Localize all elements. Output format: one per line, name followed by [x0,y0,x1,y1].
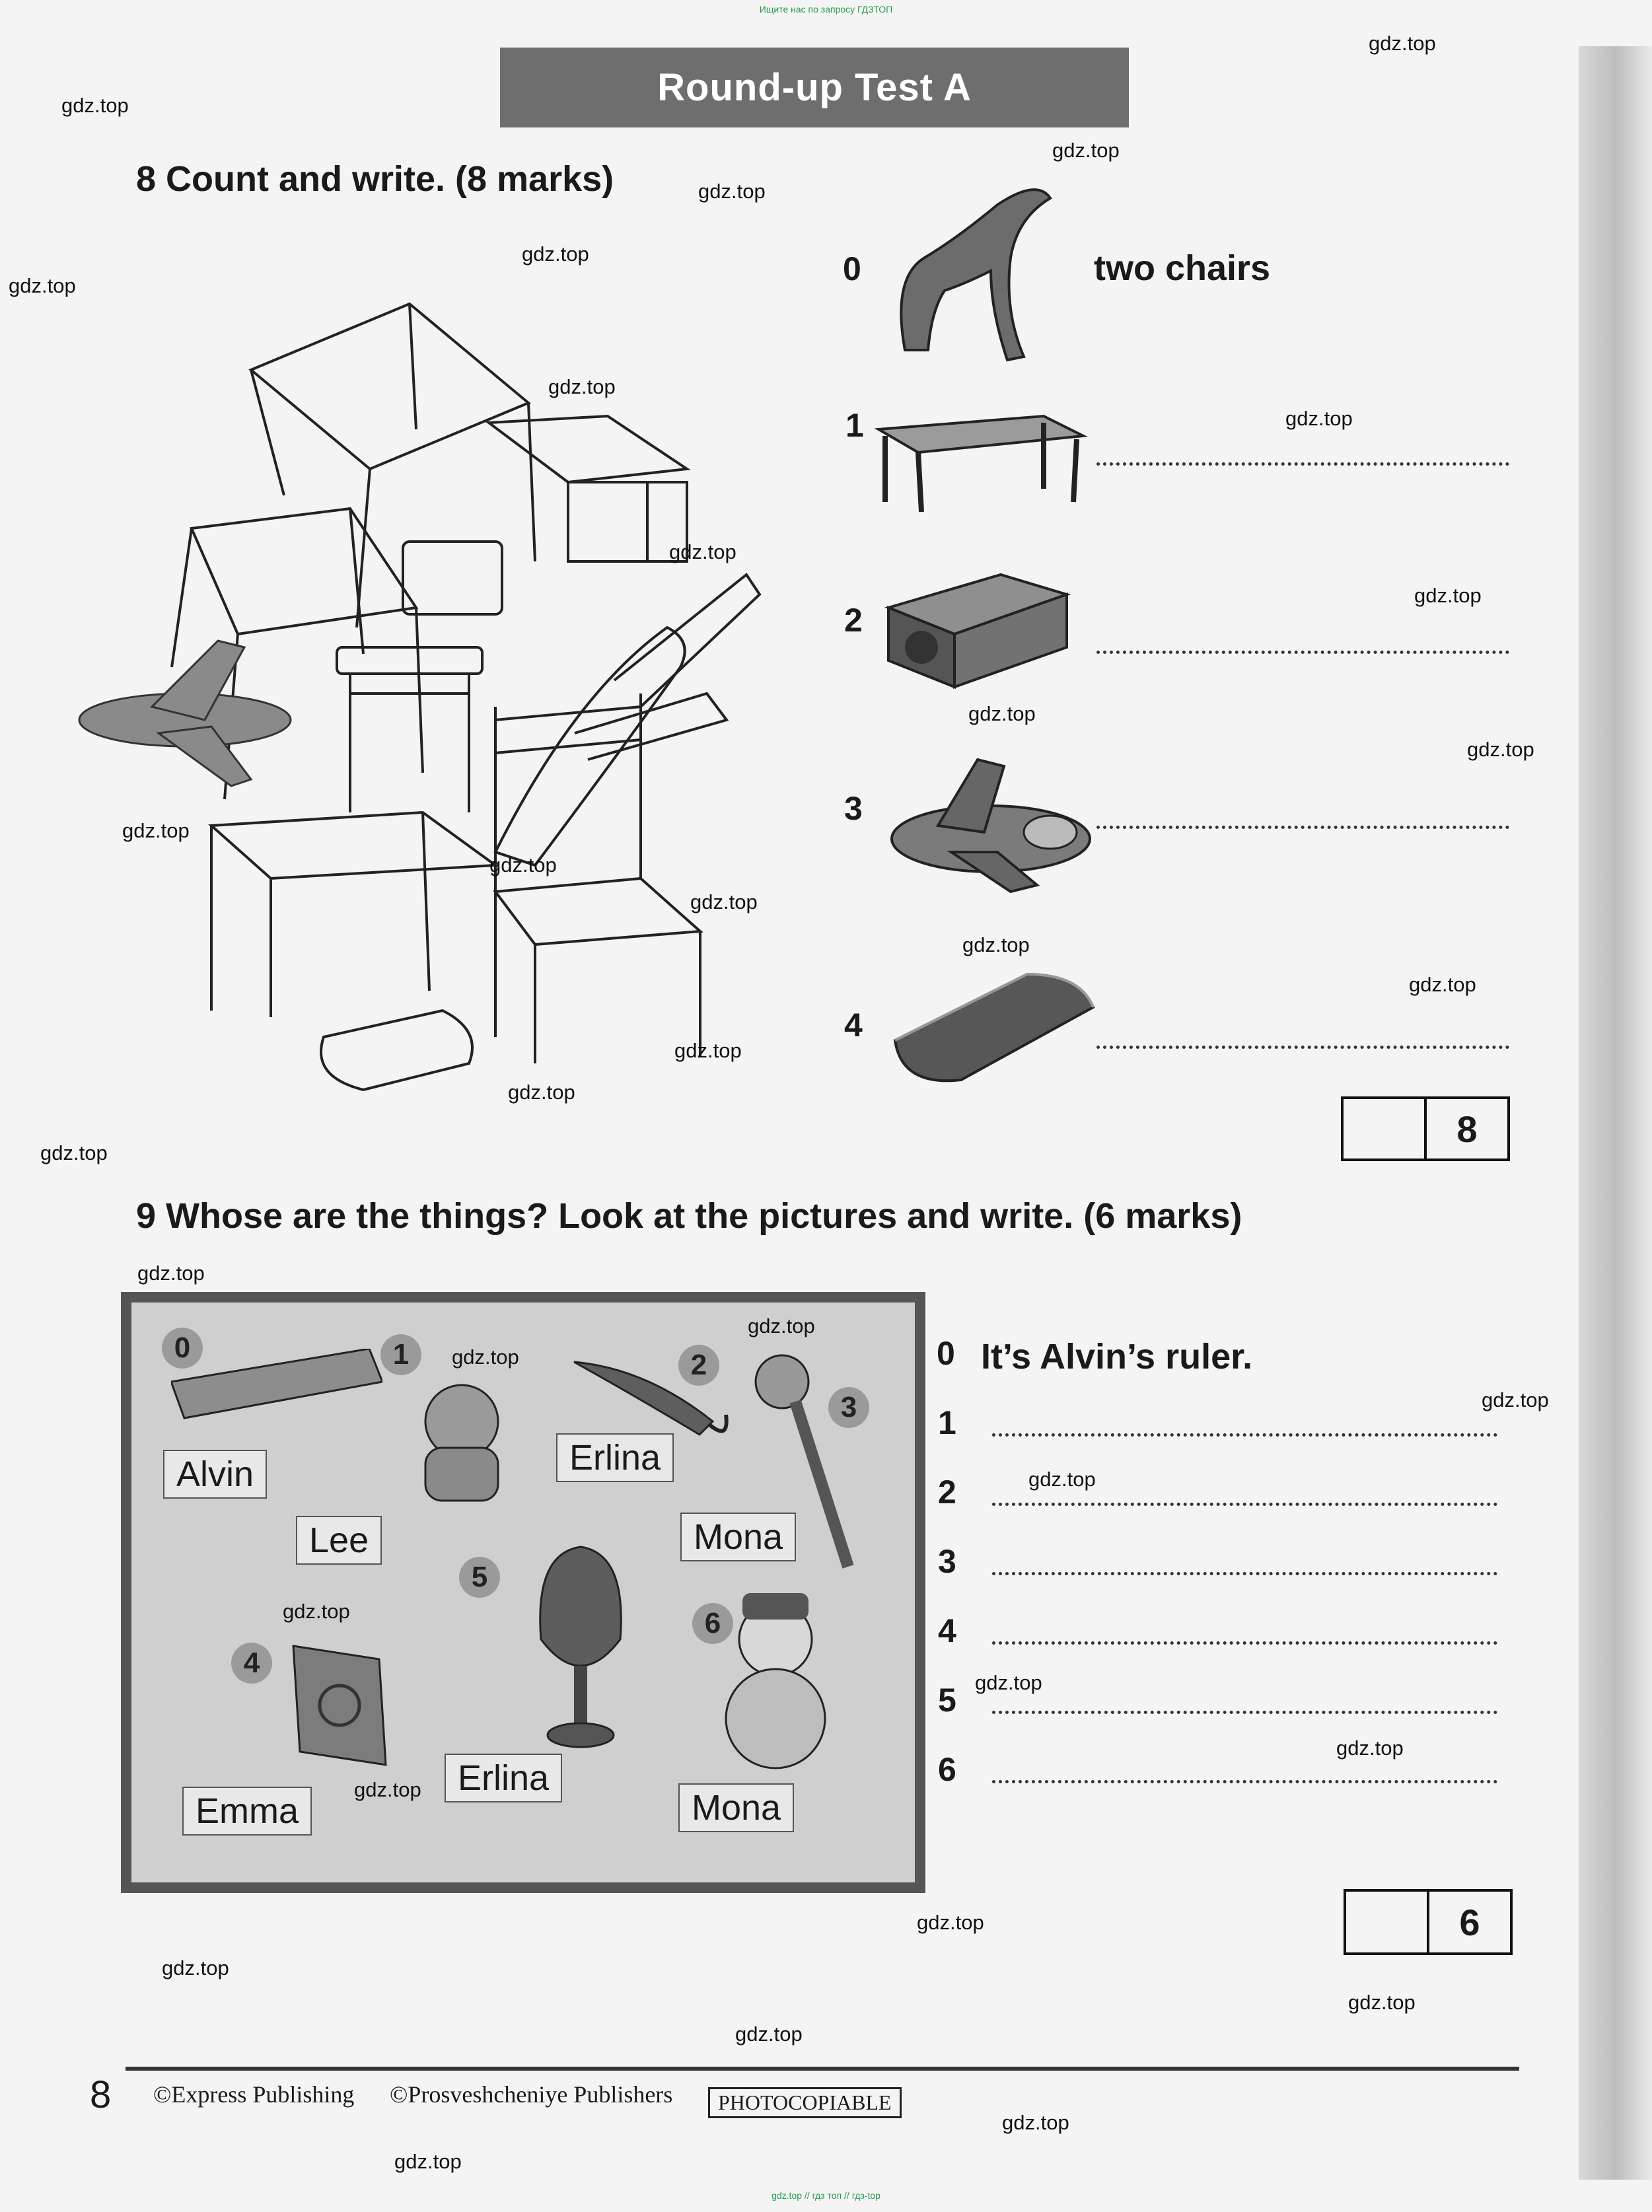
watermark: gdz.top [1482,1388,1549,1411]
book-icon [287,1639,392,1771]
ex9-heading: 9 Whose are the things? Look at the pictures and write. (6 marks) [136,1196,1242,1236]
ex8-item-number: 0 [843,250,861,287]
watermark: gdz.top [1052,139,1120,162]
ex9-line-number: 2 [938,1474,956,1511]
watermark: gdz.top [122,819,190,842]
page-edge-shadow [1579,46,1652,2180]
picture-number: 6 [692,1603,733,1644]
ex9-line-number: 3 [938,1543,956,1580]
watermark: gdz.top [489,853,557,876]
watermark: gdz.top [548,375,616,398]
ex8-answer-line-2[interactable] [1096,651,1509,654]
watermark: gdz.top [1414,584,1482,607]
ex9-answer-line-4[interactable] [992,1641,1497,1645]
name-tag-mona: Mona [680,1513,796,1561]
name-tag-erlina: Erlina [445,1754,562,1802]
watermark: gdz.top [354,1778,421,1801]
sharpener-icon [882,561,1073,694]
watermark: gdz.top [674,1039,742,1062]
watermark: gdz.top [40,1141,108,1164]
ex8-item-number: 4 [844,1007,863,1044]
watermark: gdz.top [735,2022,803,2046]
watermark: gdz.top [283,1600,350,1623]
ex8-heading: 8 Count and write. (8 marks) [136,159,614,199]
name-tag-emma: Emma [182,1787,312,1836]
teddy-backpack-icon [396,1375,528,1507]
ex9-line-number: 4 [938,1612,956,1649]
watermark: gdz.top [1336,1736,1404,1760]
picture-number: 0 [162,1328,203,1369]
watermark: gdz.top [698,180,766,203]
ex9-score-blank[interactable] [1346,1892,1427,1952]
publisher-prosveshcheniye: ©Prosveshcheniye Publishers [390,2081,673,2108]
ex9-line-number: 0 [937,1335,955,1372]
snowman-icon [713,1587,838,1771]
ex8-answer-line-3[interactable] [1096,826,1509,829]
ruler-icon [171,1349,382,1421]
picture-number: 1 [380,1334,421,1375]
ex8-score-total: 8 [1424,1099,1507,1159]
name-tag-lee: Lee [296,1516,382,1565]
watermark: gdz.top [975,1671,1042,1694]
ex9-example-answer: It’s Alvin’s ruler. [981,1337,1253,1376]
ex8-item-number: 1 [845,407,864,444]
ex9-answer-line-1[interactable] [992,1433,1497,1437]
chair-icon [865,178,1063,370]
page-number: 8 [90,2073,112,2116]
ex8-score-blank[interactable] [1344,1099,1424,1159]
picture-number: 3 [828,1387,869,1428]
picture-number: 4 [231,1643,272,1684]
bottom-note: gdz.top // гдз топ // гдз-top [772,2190,880,2201]
watermark: gdz.top [690,890,758,913]
watermark: gdz.top [162,1956,229,1980]
ex8-example-answer: two chairs [1094,248,1271,288]
watermark: gdz.top [1369,32,1436,55]
table-icon [872,403,1090,515]
plane-icon [872,753,1096,898]
name-tag-mona: Mona [678,1783,794,1832]
photocopiable-label: PHOTOCOPIABLE [708,2087,902,2118]
ex9-answer-line-6[interactable] [992,1780,1497,1783]
watermark: gdz.top [508,1081,575,1104]
watermark: gdz.top [917,1911,984,1934]
ex8-answer-line-1[interactable] [1096,462,1509,466]
watermark: gdz.top [669,540,736,563]
watermark: gdz.top [962,933,1030,956]
watermark: gdz.top [9,274,76,297]
picture-number: 5 [459,1557,500,1598]
name-tag-erlina: Erlina [556,1433,674,1482]
watermark: gdz.top [1285,407,1353,430]
watermark: gdz.top [1028,1468,1096,1491]
ex9-score-total: 6 [1427,1892,1510,1952]
publisher-express: ©Express Publishing [153,2081,355,2108]
ex9-score-box [1344,1889,1513,1955]
watermark: gdz.top [748,1314,815,1338]
watermark: gdz.top [522,242,589,266]
watermark: gdz.top [968,702,1036,725]
name-tag-alvin: Alvin [163,1450,267,1499]
top-note: Ищите нас по запросу ГДЗТОП [759,4,893,15]
rubber-icon [882,961,1100,1093]
picture-number: 2 [678,1345,719,1386]
ex9-line-number: 6 [938,1751,956,1788]
banner-title: Round-up Test A [500,48,1129,127]
ex9-line-number: 1 [938,1404,956,1441]
chair-toy-icon [521,1540,640,1752]
ex9-answer-line-3[interactable] [992,1572,1497,1575]
watermark: gdz.top [394,2150,462,2173]
jumbled-objects-drawing [73,297,773,1143]
ex9-answer-line-2[interactable] [992,1503,1497,1506]
watermark: gdz.top [1467,738,1534,761]
ex9-answer-line-5[interactable] [992,1711,1497,1714]
ex8-item-number: 3 [844,790,863,827]
watermark: gdz.top [1002,2111,1069,2134]
watermark: gdz.top [61,94,129,117]
footer-rule [126,2067,1519,2071]
ex8-score-box [1341,1096,1510,1161]
ex8-item-number: 2 [844,602,863,639]
ex9-line-number: 5 [938,1682,956,1719]
watermark: gdz.top [1409,973,1476,996]
watermark: gdz.top [137,1262,205,1285]
watermark: gdz.top [1348,1991,1416,2014]
ex8-answer-line-4[interactable] [1096,1046,1509,1049]
watermark: gdz.top [452,1345,519,1369]
